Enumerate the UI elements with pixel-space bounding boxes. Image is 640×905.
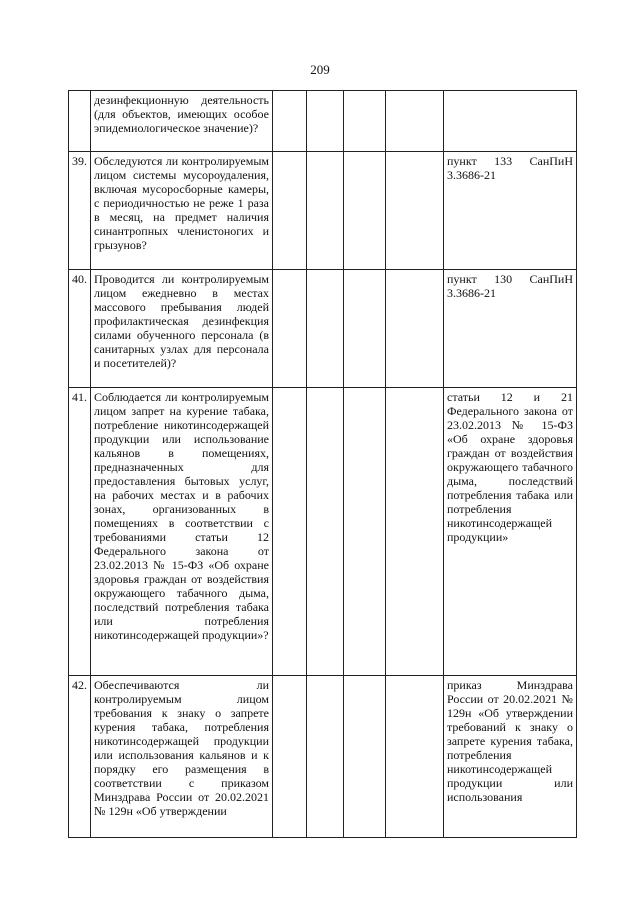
table-row	[69, 388, 577, 676]
empty-cell	[307, 152, 344, 270]
row-number: 41.	[69, 388, 91, 676]
empty-cell	[307, 388, 344, 676]
row-number: 42.	[69, 676, 91, 838]
empty-cell	[344, 388, 386, 676]
question-cell: Обеспечиваются ли контролируемым лицом требования к знаку о запрете курения табака, потребления никотинсодержащей продукции или использования кальянов и к порядку его размещения в соответствии с приказом Минздрава России от 20.02.2021 № 129н «Об утверждении	[91, 676, 273, 838]
empty-cell	[386, 270, 444, 388]
row-number: 39.	[69, 152, 91, 270]
empty-cell	[386, 91, 444, 152]
table-row	[69, 152, 577, 270]
empty-cell	[273, 152, 307, 270]
reference-cell: приказ Минздрава России от 20.02.2021 № 129н «Об утверждении требований к знаку о запрете курения табака, потребления никотинсодержащей продукции или использования	[444, 676, 577, 838]
table-row	[69, 676, 577, 838]
empty-cell	[307, 676, 344, 838]
empty-cell	[344, 91, 386, 152]
empty-cell	[344, 270, 386, 388]
empty-cell	[273, 388, 307, 676]
empty-cell	[386, 152, 444, 270]
empty-cell	[273, 91, 307, 152]
table-row	[69, 270, 577, 388]
question-cell: Проводится ли контролируемым лицом ежедневно в местах массового пребывания людей профилактическая дезинфекция силами обученного персонала (в санитарных узлах для персонала и посетителей)?	[91, 270, 273, 388]
empty-cell	[386, 676, 444, 838]
page-number: 209	[310, 62, 330, 77]
reference-cell: статьи 12 и 21 Федерального закона от 23.02.2013 № 15-ФЗ «Об охране здоровья граждан от воздействия окружающего табачного дыма, последствий потребления табака или потребления никотинсодержащей продукции»	[444, 388, 577, 676]
empty-cell	[273, 676, 307, 838]
table-row	[69, 91, 577, 152]
reference-cell: пункт 133 СанПиН 3.3686-21	[444, 152, 577, 270]
reference-cell: пункт 130 СанПиН 3.3686-21	[444, 270, 577, 388]
empty-cell	[344, 676, 386, 838]
empty-cell	[307, 270, 344, 388]
question-cell: Обследуются ли контролируемым лицом системы мусороудаления, включая мусоросборные камеры, с периодичностью не реже 1 раза в месяц, на предмет наличия синантропных членистоногих и грызунов?	[91, 152, 273, 270]
empty-cell	[273, 270, 307, 388]
empty-cell	[386, 388, 444, 676]
checklist-table	[68, 90, 577, 838]
empty-cell	[307, 91, 344, 152]
empty-cell	[344, 152, 386, 270]
row-number	[69, 91, 91, 152]
question-cell: дезинфекционную деятельность (для объектов, имеющих особое эпидемиологическое значение)?	[91, 91, 273, 152]
row-number: 40.	[69, 270, 91, 388]
question-cell: Соблюдается ли контролируемым лицом запрет на курение табака, потребление никотинсодержащей продукции или использование кальянов в помещениях, предназначенных для предоставления бытовых услуг, на рабочих местах и в рабочих зонах, организованных в помещениях в соответствии с требованиями статьи 12 Федерального закона от 23.02.2013 № 15-ФЗ «Об охране здоровья граждан от воздействия окружающего табачного дыма, последствий потребления табака или потребления никотинсодержащей продукции»?	[91, 388, 273, 676]
reference-cell	[444, 91, 577, 152]
